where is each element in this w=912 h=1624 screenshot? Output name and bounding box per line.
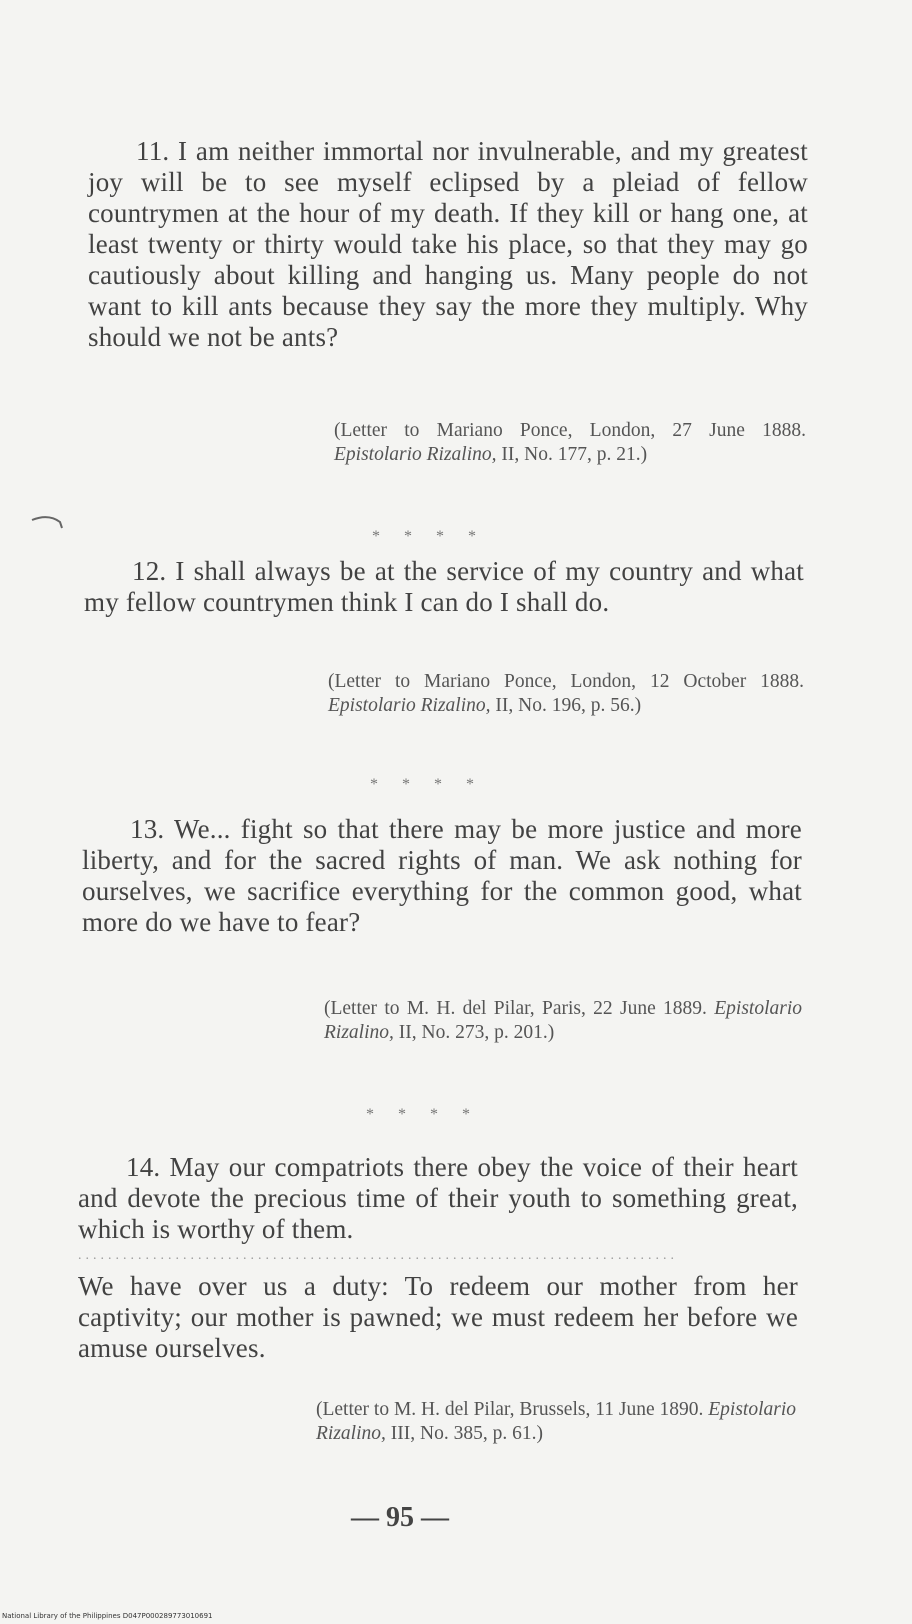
quote-11-source-suffix: II, No. 177, p. 21.) — [501, 444, 648, 465]
quote-12-source-prefix: (Letter to Mariano Ponce, London, 12 October 1888. — [328, 671, 804, 692]
quote-13-source — [324, 997, 802, 1045]
quote-14-text: May our compatriots there obey the voice of their heart and devote the precious time of their youth to something great, which is worthy of them. — [78, 1152, 798, 1244]
quote-12-text: I shall always be at the service of my country and what my fellow countrymen think I can do I shall do. — [84, 556, 804, 617]
quote-14-number: 14. — [126, 1152, 161, 1182]
quote-13-text: We... fight so that there may be more justice and more liberty, and for the sacred rights of man. We ask nothing for ourselves, we sacrifice everything for the common good, what more do we have to fear? — [82, 814, 802, 937]
quote-12-paragraph — [84, 556, 804, 618]
quote-11-source-prefix: (Letter to Mariano Ponce, London, 27 June 1888. — [334, 420, 806, 441]
quote-14-source-suffix: III, No. 385, p. 61.) — [390, 1423, 543, 1444]
quote-14-source — [316, 1398, 796, 1446]
quote-12-source — [328, 670, 804, 718]
quote-11-number: 11. — [136, 136, 170, 166]
quote-14-paragraph — [78, 1152, 798, 1245]
quote-14 — [78, 1152, 798, 1364]
quote-11-source-work: Epistolario Rizalino, — [334, 444, 497, 465]
quote-13-paragraph — [82, 814, 802, 938]
quote-11 — [88, 136, 808, 353]
quote-13 — [82, 814, 802, 938]
quote-13-source-suffix: II, No. 273, p. 201.) — [398, 1022, 555, 1043]
quote-13-source-work: Epistolario Rizalino, — [324, 998, 802, 1043]
quote-11-paragraph — [88, 136, 808, 353]
quote-11-text: I am neither immortal nor invulnerable, and my greatest joy will be to see myself eclipsed by a pleiad of fellow countrymen at the hour of my death. If they kill or hang one, at least twenty or thirty would take his place, so that they may go cautiously about killing and hanging us. Many people do not want to kill ants because they say the more they multiply. Why should we not be ants? — [88, 136, 808, 352]
quote-12-source-suffix: II, No. 196, p. 56.) — [495, 695, 642, 716]
quote-13-number: 13. — [130, 814, 165, 844]
page-number: — 95 — — [351, 1502, 449, 1533]
quote-12 — [84, 556, 804, 618]
quote-12-source-work: Epistolario Rizalino, — [328, 695, 491, 716]
quote-12-number: 12. — [132, 556, 167, 586]
separator-1: * * * * — [372, 528, 486, 545]
quote-11-source — [334, 419, 806, 467]
pencil-mark — [30, 514, 64, 530]
footer-label: National Library of the Philippines D047P000289773010691 — [2, 1612, 213, 1620]
separator-3: * * * * — [366, 1106, 480, 1123]
quote-14-continued: We have over us a duty: To redeem our mother from her captivity; our mother is pawned; we must redeem her before we amuse ourselves. — [78, 1271, 798, 1363]
quote-14-source-work: Epistolario Rizalino, — [316, 1399, 797, 1444]
separator-2: * * * * — [370, 776, 484, 793]
ellipsis-line: ................................................................................ — [78, 1248, 678, 1263]
quote-13-source-prefix: (Letter to M. H. del Pilar, Paris, 22 June 1889. — [324, 998, 707, 1019]
quote-14-source-prefix: (Letter to M. H. del Pilar, Brussels, 11 June 1890. — [316, 1399, 704, 1420]
